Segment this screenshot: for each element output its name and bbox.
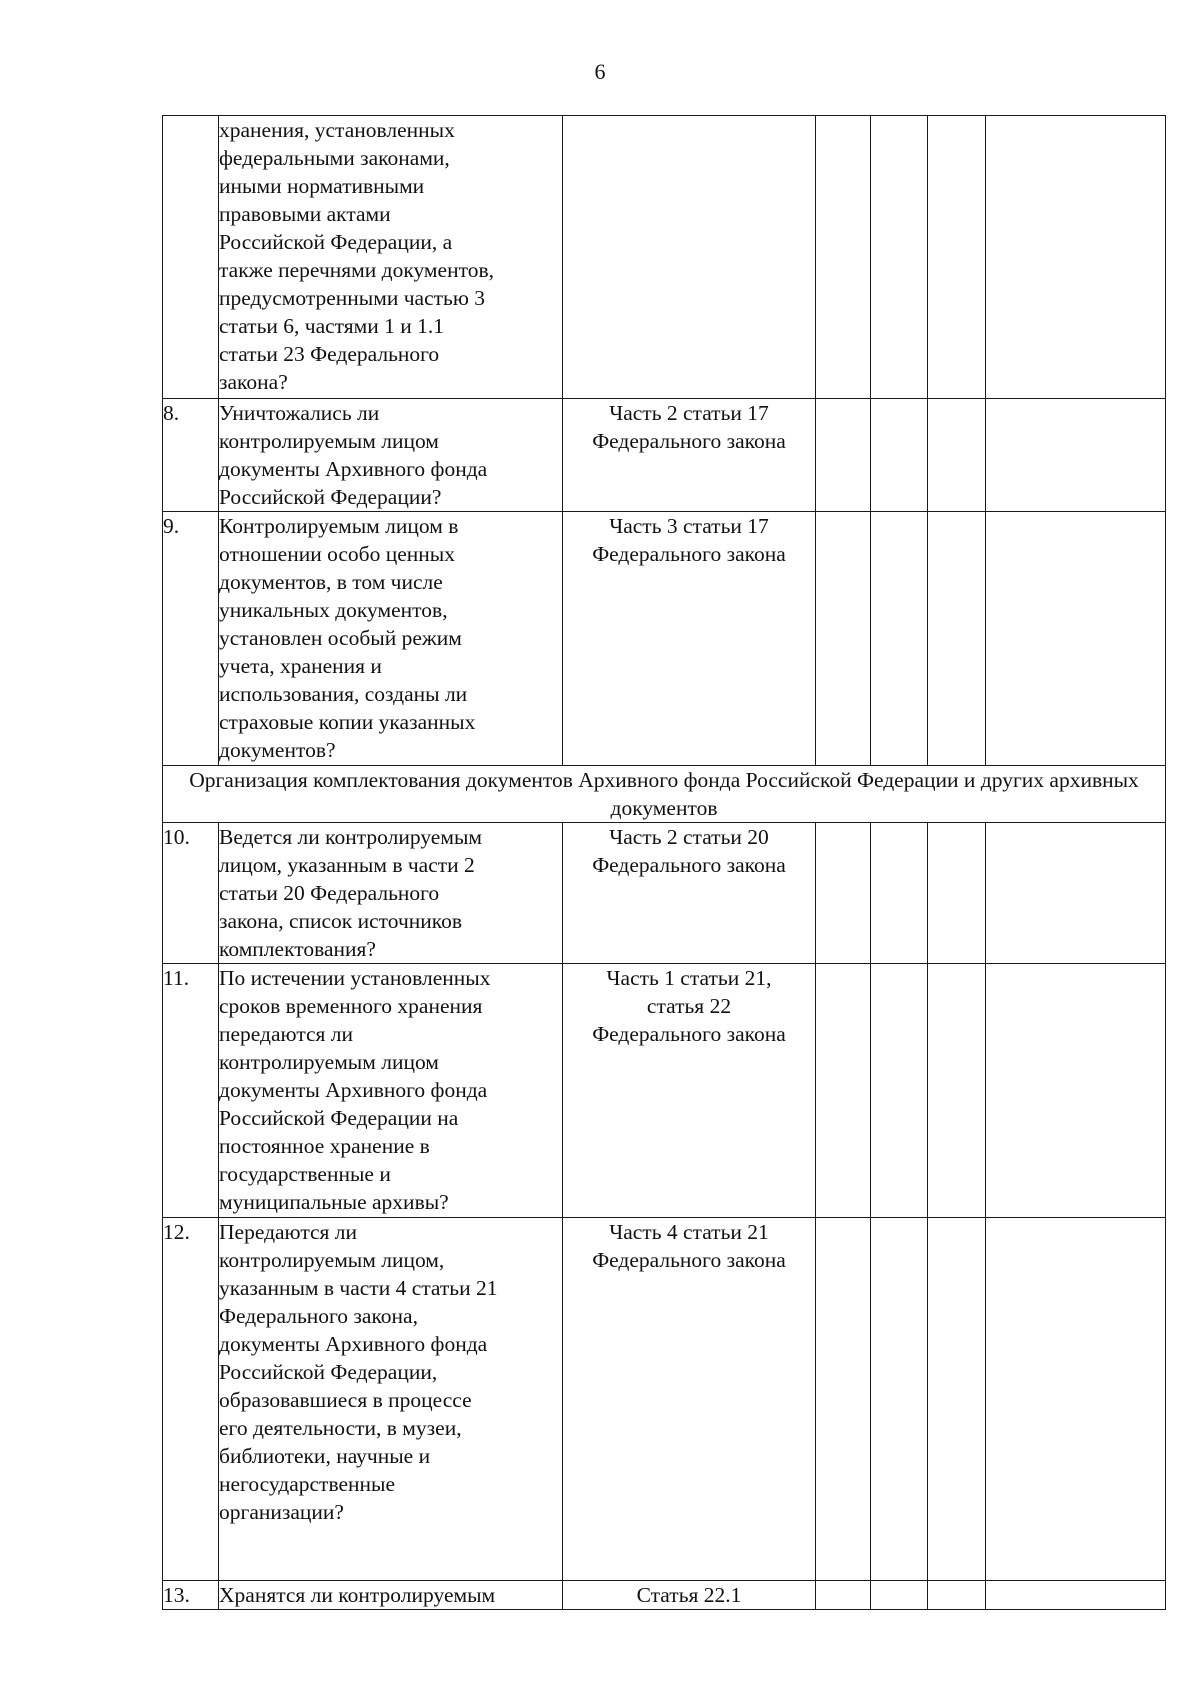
question-cell-line: иными нормативными: [219, 174, 425, 198]
question-cell-line: использования, созданы ли: [219, 682, 468, 706]
question-cell-line: лицом, указанным в части 2: [219, 853, 475, 877]
question-cell-line: документы Архивного фонда: [219, 1078, 488, 1102]
table-row: [163, 1581, 1166, 1610]
question-cell-line: документов?: [219, 738, 336, 762]
question-cell-line: сроков временного хранения: [219, 994, 483, 1018]
legal-basis-cell-line: Статья 22.1: [636, 1583, 742, 1607]
question-cell-line: муниципальные архивы?: [219, 1190, 449, 1214]
answer-yes-cell: [816, 964, 871, 1218]
question-cell-line: Российской Федерации на: [219, 1106, 459, 1130]
question-cell-line: документы Архивного фонда: [219, 457, 488, 481]
question-cell-line: отношении особо ценных: [219, 542, 456, 566]
question-cell-line: документов, в том числе: [219, 570, 443, 594]
question-cell-line: указанным в части 4 статьи 21: [219, 1276, 498, 1300]
item-number: 11.: [163, 964, 219, 1218]
page-number: 6: [594, 59, 606, 84]
item-number: 9.: [163, 512, 219, 766]
answer-yes-cell: [816, 116, 871, 399]
item-number: 8.: [163, 399, 219, 512]
answer-yes-cell: [816, 399, 871, 512]
table-row: [163, 823, 1166, 964]
legal-basis-cell-line: Часть 3 статьи 17: [609, 514, 769, 538]
question-cell: [219, 1218, 563, 1581]
question-cell-line: установлен особый режим: [219, 626, 462, 650]
question-cell: [219, 399, 563, 512]
question-cell-line: Федерального закона,: [219, 1304, 418, 1328]
question-cell-line: статьи 20 Федерального: [219, 881, 440, 905]
question-cell: [219, 512, 563, 766]
not-applicable-cell: [928, 1218, 986, 1581]
legal-basis-cell-line: Федерального закона: [592, 1248, 786, 1272]
legal-basis-cell-line: Федерального закона: [592, 429, 786, 453]
table-row: [163, 1218, 1166, 1581]
table-row: [163, 964, 1166, 1218]
question-cell-line: также перечнями документов,: [219, 258, 494, 282]
not-applicable-cell: [928, 964, 986, 1218]
question-cell-line: статьи 23 Федерального: [219, 342, 440, 366]
section-row: [163, 766, 1166, 823]
question-cell-line: контролируемым лицом,: [219, 1248, 445, 1272]
not-applicable-cell: [928, 116, 986, 399]
question-cell-line: образовавшиеся в процессе: [219, 1388, 472, 1412]
item-number: 10.: [163, 823, 219, 964]
answer-yes-cell: [816, 1218, 871, 1581]
note-cell: [986, 1218, 1166, 1581]
question-cell-line: передаются ли: [219, 1022, 354, 1046]
question-cell: [219, 116, 563, 399]
legal-basis-cell-line: Федерального закона: [592, 1022, 786, 1046]
answer-no-cell: [871, 399, 928, 512]
note-cell: [986, 116, 1166, 399]
question-cell-line: учета, хранения и: [219, 654, 382, 678]
legal-basis-cell-line: Федерального закона: [592, 853, 786, 877]
table-row: [163, 116, 1166, 399]
answer-yes-cell: [816, 512, 871, 766]
note-cell: [986, 1581, 1166, 1610]
not-applicable-cell: [928, 512, 986, 766]
legal-basis-cell: [563, 823, 816, 964]
legal-basis-cell: [563, 399, 816, 512]
question-cell-line: предусмотренными частью 3: [219, 286, 485, 310]
note-cell: [986, 399, 1166, 512]
legal-basis-cell: [563, 964, 816, 1218]
question-cell-line: Хранятся ли контролируемым: [219, 1583, 496, 1607]
checklist-table: [162, 115, 1166, 1610]
question-cell-line: постоянное хранение в: [219, 1134, 430, 1158]
question-cell-line: Ведется ли контролируемым: [219, 825, 483, 849]
answer-no-cell: [871, 1218, 928, 1581]
legal-basis-cell: [563, 512, 816, 766]
legal-basis-cell: [563, 116, 816, 399]
item-number: 12.: [163, 1218, 219, 1581]
note-cell: [986, 964, 1166, 1218]
question-cell-line: Передаются ли: [219, 1220, 358, 1244]
question-cell: [219, 823, 563, 964]
question-cell-line: закона, список источников: [219, 909, 463, 933]
question-cell-line: статьи 6, частями 1 и 1.1: [219, 314, 445, 338]
answer-no-cell: [871, 1581, 928, 1610]
item-number: [163, 116, 219, 399]
legal-basis-cell-line: Часть 2 статьи 17: [609, 401, 769, 425]
question-cell: [219, 964, 563, 1218]
legal-basis-cell: [563, 1218, 816, 1581]
note-cell: [986, 512, 1166, 766]
legal-basis-cell-line: Часть 1 статьи 21,: [606, 966, 772, 990]
answer-no-cell: [871, 116, 928, 399]
question-cell-line: Контролируемым лицом в: [219, 514, 459, 538]
answer-yes-cell: [816, 1581, 871, 1610]
question-cell-line: негосударственные: [219, 1472, 396, 1496]
question-cell: [219, 1581, 563, 1610]
question-cell-line: правовыми актами: [219, 202, 391, 226]
legal-basis-cell-line: Часть 4 статьи 21: [609, 1220, 769, 1244]
item-number: 13.: [163, 1581, 219, 1610]
question-cell-line: По истечении установленных: [219, 966, 491, 990]
note-cell: [986, 823, 1166, 964]
legal-basis-cell-line: статья 22: [646, 994, 732, 1018]
not-applicable-cell: [928, 399, 986, 512]
legal-basis-cell-line: Часть 2 статьи 20: [609, 825, 769, 849]
table-row: [163, 512, 1166, 766]
question-cell-line: документы Архивного фонда: [219, 1332, 488, 1356]
question-cell-line: федеральными законами,: [219, 146, 450, 170]
answer-yes-cell: [816, 823, 871, 964]
question-cell-line: контролируемым лицом: [219, 1050, 439, 1074]
question-cell-line: хранения, установленных: [219, 118, 455, 142]
not-applicable-cell: [928, 823, 986, 964]
question-cell-line: Уничтожались ли: [219, 401, 380, 425]
question-cell-line: контролируемым лицом: [219, 429, 439, 453]
answer-no-cell: [871, 512, 928, 766]
section-heading: Организация комплектования документов Архивного фонда Российской Федерации и других архивных документов: [163, 766, 1166, 823]
not-applicable-cell: [928, 1581, 986, 1610]
question-cell-line: организации?: [219, 1500, 344, 1524]
question-cell-line: библиотеки, научные и: [219, 1444, 431, 1468]
answer-no-cell: [871, 964, 928, 1218]
legal-basis-cell-line: Федерального закона: [592, 542, 786, 566]
table-row: [163, 399, 1166, 512]
legal-basis-cell: [563, 1581, 816, 1610]
question-cell-line: государственные и: [219, 1162, 391, 1186]
answer-no-cell: [871, 823, 928, 964]
question-cell-line: комплектования?: [219, 937, 376, 961]
question-cell-line: Российской Федерации, а: [219, 230, 453, 254]
question-cell-line: уникальных документов,: [219, 598, 448, 622]
question-cell-line: его деятельности, в музеи,: [219, 1416, 462, 1440]
question-cell-line: страховые копии указанных: [219, 710, 476, 734]
question-cell-line: закона?: [219, 370, 288, 394]
question-cell-line: Российской Федерации,: [219, 1360, 438, 1384]
question-cell-line: Российской Федерации?: [219, 485, 442, 509]
